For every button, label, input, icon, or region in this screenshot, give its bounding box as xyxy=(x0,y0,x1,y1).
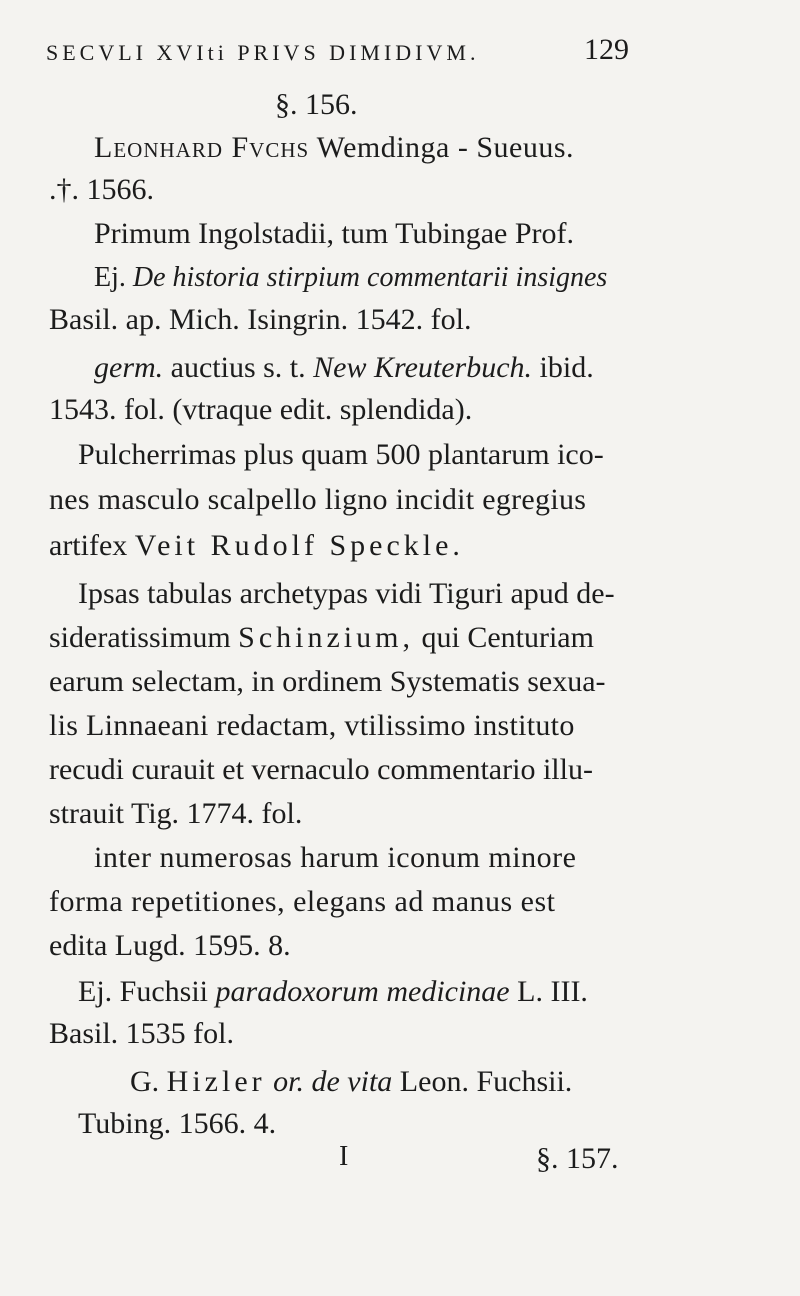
schinzius-name: Schinzium, xyxy=(238,621,414,654)
text-line-23: Tubing. 1566. 4. xyxy=(78,1107,277,1140)
author-origin: Wemdinga - Sueuus. xyxy=(309,131,575,164)
catchword: §. 157. xyxy=(536,1142,619,1175)
signature-mark: I xyxy=(339,1141,349,1172)
running-title: SECVLI XVIti PRIVS DIMIDIVM. xyxy=(46,40,480,65)
text-line-4 xyxy=(94,260,607,296)
text-line-10 xyxy=(49,528,464,564)
line12-prefix: sideratissimum xyxy=(49,621,239,654)
text-line-13: earum selectam, in ordinem Systematis sexua- xyxy=(49,665,606,698)
text-line-5: Basil. ap. Mich. Isingrin. 1542. fol. xyxy=(49,303,472,336)
text-line-8: Pulcherrimas plus quam 500 plantarum ico- xyxy=(78,438,604,471)
line10-prefix: artifex xyxy=(49,529,135,562)
hizler-name: Hizler xyxy=(166,1065,266,1098)
line12-end: qui Centuriam xyxy=(413,621,594,654)
death-year-line: .†. 1566. xyxy=(49,173,154,206)
line4-prefix: Ej. xyxy=(94,262,133,293)
oratio-title: or. de vita xyxy=(265,1065,393,1098)
text-line-6 xyxy=(94,350,594,386)
artist-name: Veit Rudolf Speckle. xyxy=(134,529,464,562)
text-line-14: lis Linnaeani redactam, vtilissimo instituto xyxy=(49,709,575,742)
text-line-11: Ipsas tabulas archetypas vidi Tiguri apud de- xyxy=(78,577,615,610)
text-line-17: inter numerosas harum iconum minore xyxy=(94,841,577,874)
entry-author-line xyxy=(94,130,574,166)
text-line-19: edita Lugd. 1595. 8. xyxy=(49,929,291,962)
book-title-kreuterbuch: New Kreuterbuch. xyxy=(313,351,533,384)
section-heading: §. 156. xyxy=(275,88,358,121)
book-title-historia: De historia stirpium commentarii insignes xyxy=(132,262,608,293)
text-line-18: forma repetitiones, elegans ad manus est xyxy=(49,885,556,918)
line20-prefix: Ej. Fuchsii xyxy=(78,975,216,1008)
text-line-21: Basil. 1535 fol. xyxy=(49,1017,234,1050)
text-line-20 xyxy=(78,974,588,1010)
line22-prefix: G. xyxy=(130,1065,167,1098)
page-number: 129 xyxy=(584,33,629,66)
text-line-16: strauit Tig. 1774. fol. xyxy=(49,797,303,830)
author-name: Leonhard Fvchs xyxy=(94,131,310,164)
line6-mid: auctius s. t. xyxy=(163,351,314,384)
text-line-7: 1543. fol. (vtraque edit. splendida). xyxy=(49,393,473,426)
line22-end: Leon. Fuchsii. xyxy=(392,1065,573,1098)
text-line-22 xyxy=(130,1064,572,1100)
line20-end: L. III. xyxy=(509,975,588,1008)
text-line-9: nes masculo scalpello ligno incidit egregius xyxy=(49,483,587,516)
text-line-15: recudi curauit et vernaculo commentario illu- xyxy=(49,753,593,786)
text-line-3: Primum Ingolstadii, tum Tubingae Prof. xyxy=(94,217,575,250)
line6-end: ibid. xyxy=(532,351,594,384)
text-line-12 xyxy=(49,620,594,656)
germ-label: germ. xyxy=(94,351,164,384)
book-title-paradoxorum: paradoxorum medicinae xyxy=(215,975,510,1008)
